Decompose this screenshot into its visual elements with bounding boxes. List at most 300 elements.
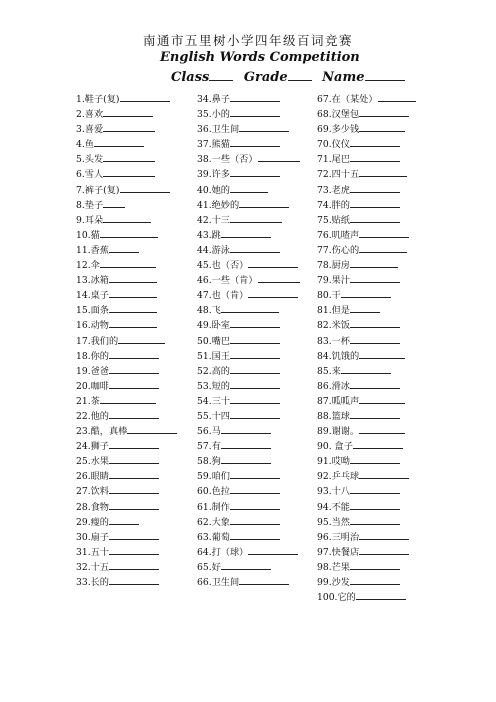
word-item bbox=[76, 318, 196, 333]
word-prompt: 66.卫生间 bbox=[197, 577, 240, 588]
word-item bbox=[197, 183, 315, 198]
word-item bbox=[197, 198, 315, 213]
word-prompt: 89.谢谢。 bbox=[317, 426, 360, 438]
word-item bbox=[197, 334, 315, 349]
word-prompt: 54.三十 bbox=[197, 395, 230, 407]
answer-blank[interactable] bbox=[221, 424, 271, 434]
answer-blank[interactable] bbox=[359, 469, 409, 479]
word-prompt: 85.来 bbox=[317, 365, 341, 377]
word-item bbox=[317, 515, 437, 530]
word-item bbox=[76, 258, 196, 273]
word-item bbox=[317, 122, 437, 137]
word-prompt: 73.老虎 bbox=[317, 184, 350, 196]
answer-blank[interactable] bbox=[359, 228, 409, 238]
word-prompt: 64.打（球） bbox=[197, 546, 249, 558]
word-item bbox=[197, 258, 315, 273]
word-prompt: 9.耳朵 bbox=[76, 214, 104, 226]
answer-blank[interactable] bbox=[103, 152, 155, 162]
word-item bbox=[317, 258, 437, 273]
word-item bbox=[197, 500, 315, 515]
answer-blank[interactable] bbox=[230, 334, 280, 344]
word-item bbox=[197, 545, 315, 560]
word-item bbox=[317, 379, 437, 394]
grade-blank[interactable] bbox=[288, 71, 312, 81]
word-item bbox=[317, 500, 437, 515]
word-prompt: 67.在（某处） bbox=[317, 94, 378, 105]
word-item bbox=[197, 303, 315, 318]
answer-blank[interactable] bbox=[230, 515, 280, 525]
answer-blank[interactable] bbox=[109, 560, 159, 570]
answer-blank[interactable] bbox=[230, 469, 280, 479]
word-item bbox=[197, 484, 315, 499]
answer-blank[interactable] bbox=[350, 152, 400, 162]
word-prompt: 65.好 bbox=[197, 561, 221, 573]
word-prompt: 100.它的 bbox=[317, 592, 356, 604]
word-item bbox=[317, 303, 437, 318]
answer-blank[interactable] bbox=[109, 364, 159, 374]
word-item bbox=[317, 273, 437, 288]
page-title: 南通市五里树小学四年级百词竞赛 bbox=[142, 33, 353, 48]
answer-blank[interactable] bbox=[109, 318, 157, 328]
word-prompt: 2.喜欢 bbox=[76, 109, 104, 121]
word-prompt: 8.垫子 bbox=[76, 199, 104, 211]
word-prompt: 95.当然 bbox=[317, 516, 350, 528]
word-prompt: 49.卧室 bbox=[197, 320, 230, 332]
word-item bbox=[76, 228, 196, 243]
word-item bbox=[76, 198, 196, 213]
answer-blank[interactable] bbox=[248, 288, 298, 298]
word-item bbox=[197, 364, 315, 379]
word-item bbox=[76, 303, 196, 318]
answer-blank[interactable] bbox=[230, 530, 280, 540]
answer-blank[interactable] bbox=[230, 394, 280, 404]
word-prompt: 93.十八 bbox=[317, 486, 350, 498]
answer-blank[interactable] bbox=[221, 439, 271, 449]
answer-blank[interactable] bbox=[109, 243, 139, 253]
word-prompt: 48.飞 bbox=[197, 305, 221, 317]
answer-blank[interactable] bbox=[230, 409, 280, 419]
word-prompt: 24.狮子 bbox=[76, 441, 109, 453]
answer-blank[interactable] bbox=[230, 349, 280, 359]
word-item bbox=[76, 545, 196, 560]
word-item bbox=[197, 243, 315, 258]
word-item bbox=[76, 454, 196, 469]
word-item bbox=[317, 213, 437, 228]
word-item bbox=[197, 288, 315, 303]
answer-blank[interactable] bbox=[230, 318, 280, 328]
word-prompt: 60.色拉 bbox=[197, 486, 230, 498]
word-item bbox=[76, 92, 196, 107]
answer-blank[interactable] bbox=[109, 454, 159, 464]
word-item bbox=[317, 183, 437, 198]
word-item bbox=[317, 137, 437, 152]
word-item bbox=[317, 92, 437, 107]
word-item bbox=[197, 575, 315, 590]
answer-blank[interactable] bbox=[221, 228, 271, 238]
answer-blank[interactable] bbox=[350, 198, 400, 208]
answer-blank[interactable] bbox=[109, 469, 159, 479]
word-item bbox=[197, 379, 315, 394]
word-prompt: 44.游泳 bbox=[197, 244, 230, 256]
word-prompt: 88.篮球 bbox=[317, 410, 350, 422]
word-prompt: 61.制作 bbox=[197, 501, 230, 513]
word-prompt: 17.我们的 bbox=[76, 335, 119, 347]
word-prompt: 11.香蕉 bbox=[76, 244, 109, 256]
word-item bbox=[197, 530, 315, 545]
word-item bbox=[197, 122, 315, 137]
answer-blank[interactable] bbox=[109, 303, 157, 313]
word-item bbox=[76, 530, 196, 545]
word-item bbox=[197, 439, 315, 454]
word-item bbox=[317, 243, 437, 258]
word-item bbox=[197, 167, 315, 182]
answer-blank[interactable] bbox=[230, 167, 280, 177]
answer-blank[interactable] bbox=[359, 349, 405, 359]
answer-blank[interactable] bbox=[109, 273, 157, 283]
word-item bbox=[197, 273, 315, 288]
word-prompt: 97.快餐店 bbox=[317, 546, 360, 558]
word-item bbox=[197, 454, 315, 469]
word-prompt: 55.十四 bbox=[197, 410, 230, 422]
answer-blank[interactable] bbox=[350, 484, 400, 494]
answer-blank[interactable] bbox=[350, 560, 400, 570]
word-prompt: 70.仪仪 bbox=[317, 139, 350, 151]
word-item bbox=[76, 515, 196, 530]
word-item bbox=[76, 137, 196, 152]
word-item bbox=[76, 439, 196, 454]
answer-blank[interactable] bbox=[230, 107, 280, 117]
word-prompt: 19.爸爸 bbox=[76, 365, 109, 377]
word-prompt: 74.胖的 bbox=[317, 199, 350, 211]
word-item bbox=[317, 349, 437, 364]
word-item bbox=[197, 560, 315, 575]
word-prompt: 79.果汁 bbox=[317, 275, 350, 287]
word-prompt: 96.三明治 bbox=[317, 531, 360, 543]
word-item bbox=[197, 515, 315, 530]
answer-blank[interactable] bbox=[230, 500, 280, 510]
word-prompt: 1.鞋子(复) bbox=[76, 94, 120, 105]
answer-blank[interactable] bbox=[230, 379, 280, 389]
grade-label: Grade bbox=[243, 70, 288, 85]
word-item bbox=[317, 152, 437, 167]
word-prompt: 69.多少钱 bbox=[317, 124, 360, 136]
word-item bbox=[197, 213, 315, 228]
answer-blank[interactable] bbox=[230, 183, 268, 193]
word-item bbox=[76, 575, 196, 590]
word-item bbox=[76, 243, 196, 258]
answer-blank[interactable] bbox=[350, 500, 400, 510]
answer-blank[interactable] bbox=[100, 258, 156, 268]
answer-blank[interactable] bbox=[103, 122, 155, 132]
word-column-3 bbox=[317, 92, 437, 605]
word-prompt: 41.绝妙的 bbox=[197, 199, 240, 211]
answer-blank[interactable] bbox=[359, 424, 405, 434]
answer-blank[interactable] bbox=[109, 349, 159, 359]
word-item bbox=[197, 318, 315, 333]
word-prompt: 28.食物 bbox=[76, 501, 109, 513]
answer-blank[interactable] bbox=[341, 288, 391, 298]
word-prompt: 26.眼睛 bbox=[76, 471, 109, 483]
answer-blank[interactable] bbox=[109, 439, 159, 449]
word-item bbox=[76, 183, 196, 198]
answer-blank[interactable] bbox=[359, 122, 405, 132]
answer-blank[interactable] bbox=[350, 183, 400, 193]
answer-blank[interactable] bbox=[239, 575, 289, 585]
word-prompt: 76.叽喳声 bbox=[317, 229, 360, 241]
answer-blank[interactable] bbox=[258, 152, 300, 162]
word-prompt: 87.呱呱声 bbox=[317, 395, 360, 407]
word-prompt: 37.熊猫 bbox=[197, 139, 230, 151]
competition-title: English Words Competition bbox=[160, 50, 360, 65]
word-prompt: 51.国王 bbox=[197, 350, 230, 362]
word-prompt: 75.贴纸 bbox=[317, 214, 350, 226]
word-prompt: 82.米饭 bbox=[317, 320, 350, 332]
word-prompt: 52.高的 bbox=[197, 365, 230, 377]
answer-blank[interactable] bbox=[359, 545, 409, 555]
answer-blank[interactable] bbox=[359, 167, 407, 177]
word-column-2 bbox=[197, 92, 315, 590]
answer-blank[interactable] bbox=[248, 258, 298, 268]
answer-blank[interactable] bbox=[109, 545, 159, 555]
word-prompt: 7.裤子(复) bbox=[76, 184, 120, 196]
word-prompt: 35.小的 bbox=[197, 109, 230, 121]
word-item bbox=[76, 273, 196, 288]
word-prompt: 78.厨房 bbox=[317, 260, 350, 272]
answer-blank[interactable] bbox=[350, 137, 400, 147]
word-prompt: 3.喜爱 bbox=[76, 124, 104, 136]
answer-blank[interactable] bbox=[221, 454, 271, 464]
word-item bbox=[76, 167, 196, 182]
word-prompt: 57.有 bbox=[197, 441, 221, 453]
word-item bbox=[197, 409, 315, 424]
word-prompt: 71.尾巴 bbox=[317, 154, 350, 166]
word-prompt: 72.四十五 bbox=[317, 169, 360, 181]
word-item bbox=[317, 228, 437, 243]
word-prompt: 38.一些（否） bbox=[197, 154, 258, 166]
word-item bbox=[76, 379, 196, 394]
answer-blank[interactable] bbox=[230, 243, 280, 253]
answer-blank[interactable] bbox=[109, 484, 159, 494]
answer-blank[interactable] bbox=[353, 439, 403, 449]
answer-blank[interactable] bbox=[350, 575, 400, 585]
answer-blank[interactable] bbox=[359, 107, 409, 117]
word-prompt: 98.芒果 bbox=[317, 561, 350, 573]
word-prompt: 84.饥饿的 bbox=[317, 350, 360, 362]
word-item bbox=[317, 364, 437, 379]
answer-blank[interactable] bbox=[109, 530, 159, 540]
name-label: Name bbox=[322, 70, 365, 85]
word-prompt: 22.他的 bbox=[76, 410, 109, 422]
answer-blank[interactable] bbox=[230, 137, 280, 147]
word-prompt: 31.五十 bbox=[76, 546, 109, 558]
word-item bbox=[76, 122, 196, 137]
answer-blank[interactable] bbox=[230, 213, 282, 223]
word-prompt: 6.雪人 bbox=[76, 169, 104, 181]
word-prompt: 46.一些（肯） bbox=[197, 275, 258, 287]
word-column-1 bbox=[76, 92, 196, 590]
word-item bbox=[197, 394, 315, 409]
word-item bbox=[76, 560, 196, 575]
answer-blank[interactable] bbox=[120, 183, 170, 193]
word-prompt: 32.十五 bbox=[76, 561, 109, 573]
answer-blank[interactable] bbox=[359, 243, 407, 253]
word-prompt: 10.猫 bbox=[76, 229, 100, 241]
word-item bbox=[197, 228, 315, 243]
word-item bbox=[317, 409, 437, 424]
word-prompt: 62.大象 bbox=[197, 516, 230, 528]
answer-blank[interactable] bbox=[120, 92, 170, 102]
answer-blank[interactable] bbox=[350, 409, 400, 419]
answer-blank[interactable] bbox=[350, 334, 400, 344]
answer-blank[interactable] bbox=[350, 258, 398, 268]
answer-blank[interactable] bbox=[109, 409, 159, 419]
word-item bbox=[317, 484, 437, 499]
word-item bbox=[317, 469, 437, 484]
word-item bbox=[76, 349, 196, 364]
word-item bbox=[317, 424, 437, 439]
word-prompt: 25.水果 bbox=[76, 456, 109, 468]
answer-blank[interactable] bbox=[350, 273, 400, 283]
answer-blank[interactable] bbox=[341, 364, 391, 374]
word-prompt: 43.跳 bbox=[197, 229, 221, 241]
class-blank[interactable] bbox=[209, 71, 233, 81]
answer-blank[interactable] bbox=[109, 379, 159, 389]
answer-blank[interactable] bbox=[109, 515, 139, 525]
word-item bbox=[76, 424, 196, 439]
word-item bbox=[76, 484, 196, 499]
word-prompt: 18.你的 bbox=[76, 350, 109, 362]
word-item bbox=[197, 92, 315, 107]
word-prompt: 63.葡萄 bbox=[197, 531, 230, 543]
word-item bbox=[317, 530, 437, 545]
answer-blank[interactable] bbox=[350, 454, 400, 464]
word-prompt: 15.面条 bbox=[76, 305, 109, 317]
answer-blank[interactable] bbox=[221, 303, 279, 313]
word-item bbox=[76, 364, 196, 379]
answer-blank[interactable] bbox=[239, 198, 289, 208]
word-item bbox=[197, 137, 315, 152]
word-prompt: 16.动物 bbox=[76, 320, 109, 332]
answer-blank[interactable] bbox=[109, 575, 159, 585]
answer-blank[interactable] bbox=[100, 394, 156, 404]
word-prompt: 42.十三 bbox=[197, 214, 230, 226]
word-prompt: 68.汉堡包 bbox=[317, 109, 360, 121]
word-prompt: 4.鱼 bbox=[76, 139, 94, 151]
answer-blank[interactable] bbox=[356, 590, 406, 600]
answer-blank[interactable] bbox=[230, 484, 280, 494]
word-item bbox=[317, 545, 437, 560]
word-prompt: 91.哎呦 bbox=[317, 456, 350, 468]
answer-blank[interactable] bbox=[94, 137, 144, 147]
answer-blank[interactable] bbox=[258, 273, 300, 283]
word-prompt: 29.瘦的 bbox=[76, 516, 109, 528]
answer-blank[interactable] bbox=[350, 303, 380, 313]
word-item bbox=[317, 590, 437, 605]
answer-blank[interactable] bbox=[350, 318, 400, 328]
word-item bbox=[76, 469, 196, 484]
word-prompt: 5.头发 bbox=[76, 154, 104, 166]
answer-blank[interactable] bbox=[127, 424, 177, 434]
word-item bbox=[76, 500, 196, 515]
answer-blank[interactable] bbox=[230, 364, 280, 374]
answer-blank[interactable] bbox=[350, 213, 400, 223]
answer-blank[interactable] bbox=[248, 545, 298, 555]
word-item bbox=[76, 334, 196, 349]
word-prompt: 14.桌子 bbox=[76, 290, 109, 302]
word-item bbox=[197, 152, 315, 167]
word-prompt: 94.不能 bbox=[317, 501, 350, 513]
answer-blank[interactable] bbox=[221, 560, 271, 570]
word-prompt: 27.饮料 bbox=[76, 486, 109, 498]
word-prompt: 20.咖啡 bbox=[76, 380, 109, 392]
word-prompt: 58.狗 bbox=[197, 456, 221, 468]
word-item bbox=[197, 424, 315, 439]
word-item bbox=[317, 394, 437, 409]
answer-blank[interactable] bbox=[350, 515, 400, 525]
word-prompt: 34.鼻子 bbox=[197, 94, 230, 105]
answer-blank[interactable] bbox=[100, 228, 158, 238]
name-blank[interactable] bbox=[365, 71, 405, 81]
word-prompt: 45.也（否） bbox=[197, 260, 249, 272]
answer-blank[interactable] bbox=[103, 107, 153, 117]
answer-blank[interactable] bbox=[103, 167, 155, 177]
answer-blank[interactable] bbox=[230, 92, 280, 102]
word-prompt: 39.许多 bbox=[197, 169, 230, 181]
word-item bbox=[317, 334, 437, 349]
word-prompt: 21.茶 bbox=[76, 395, 100, 407]
word-prompt: 47.也（肯） bbox=[197, 290, 249, 302]
student-info-line bbox=[171, 70, 405, 85]
answer-blank[interactable] bbox=[103, 198, 125, 208]
word-prompt: 83.一杯 bbox=[317, 335, 350, 347]
answer-blank[interactable] bbox=[118, 334, 165, 344]
word-item bbox=[76, 409, 196, 424]
word-item bbox=[317, 439, 437, 454]
answer-blank[interactable] bbox=[109, 288, 157, 298]
word-prompt: 30.扇子 bbox=[76, 531, 109, 543]
word-prompt: 50.嘴巴 bbox=[197, 335, 230, 347]
word-item bbox=[317, 454, 437, 469]
word-item bbox=[317, 167, 437, 182]
word-item bbox=[76, 152, 196, 167]
answer-blank[interactable] bbox=[103, 213, 151, 223]
word-item bbox=[76, 394, 196, 409]
word-prompt: 33.长的 bbox=[76, 577, 109, 588]
word-prompt: 13.冰箱 bbox=[76, 275, 109, 287]
word-prompt: 77.伤心的 bbox=[317, 244, 360, 256]
word-item bbox=[76, 213, 196, 228]
answer-blank[interactable] bbox=[350, 379, 400, 389]
word-item bbox=[317, 198, 437, 213]
word-item bbox=[76, 107, 196, 122]
word-prompt: 36.卫生间 bbox=[197, 124, 240, 136]
answer-blank[interactable] bbox=[359, 394, 405, 404]
word-item bbox=[317, 560, 437, 575]
word-prompt: 86.滑冰 bbox=[317, 380, 350, 392]
word-prompt: 56.马 bbox=[197, 426, 221, 438]
word-item bbox=[317, 318, 437, 333]
answer-blank[interactable] bbox=[359, 530, 409, 540]
word-prompt: 92.乒乓球 bbox=[317, 471, 360, 483]
answer-blank[interactable] bbox=[378, 92, 416, 102]
word-prompt: 59.咱们 bbox=[197, 471, 230, 483]
word-item bbox=[317, 288, 437, 303]
answer-blank[interactable] bbox=[109, 500, 159, 510]
word-prompt: 23.酷，真棒 bbox=[76, 426, 128, 438]
class-label: Class bbox=[171, 70, 210, 85]
word-prompt: 12.伞 bbox=[76, 260, 100, 272]
answer-blank[interactable] bbox=[239, 122, 289, 132]
